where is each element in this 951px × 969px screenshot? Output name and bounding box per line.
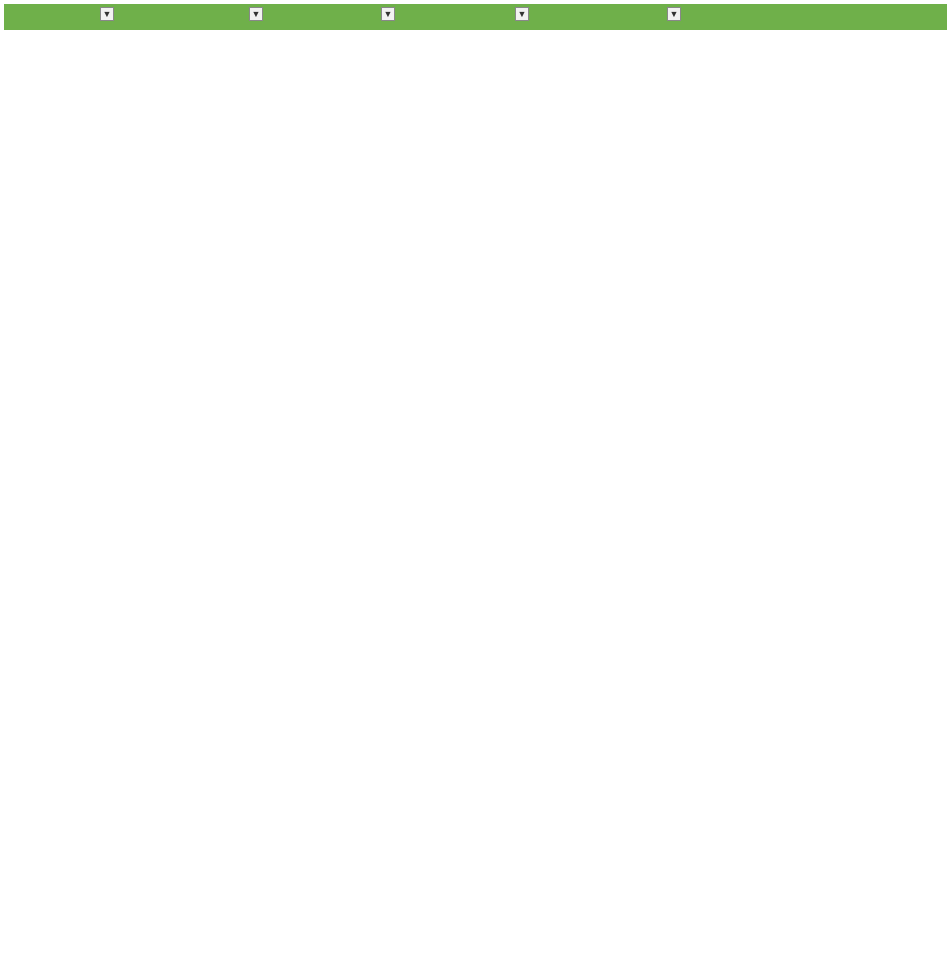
filter-dropdown-icon[interactable]: ▼ bbox=[667, 7, 681, 21]
filter-dropdown-icon[interactable]: ▼ bbox=[381, 7, 395, 21]
filter-dropdown-icon[interactable]: ▼ bbox=[249, 7, 263, 21]
header-daerah[interactable] bbox=[120, 4, 266, 27]
header-toko bbox=[816, 4, 947, 27]
header-harga-bakul bbox=[682, 4, 816, 27]
filter-dropdown-icon[interactable]: ▼ bbox=[100, 7, 114, 21]
header-row bbox=[4, 4, 947, 30]
filter-dropdown-icon[interactable]: ▼ bbox=[515, 7, 529, 21]
header-keterangan[interactable] bbox=[530, 4, 682, 27]
header-wilayah[interactable] bbox=[4, 4, 120, 27]
header-harga-hari-ini[interactable] bbox=[396, 4, 530, 27]
price-sheet bbox=[4, 4, 947, 959]
header-harga-kemarin[interactable] bbox=[266, 4, 396, 27]
